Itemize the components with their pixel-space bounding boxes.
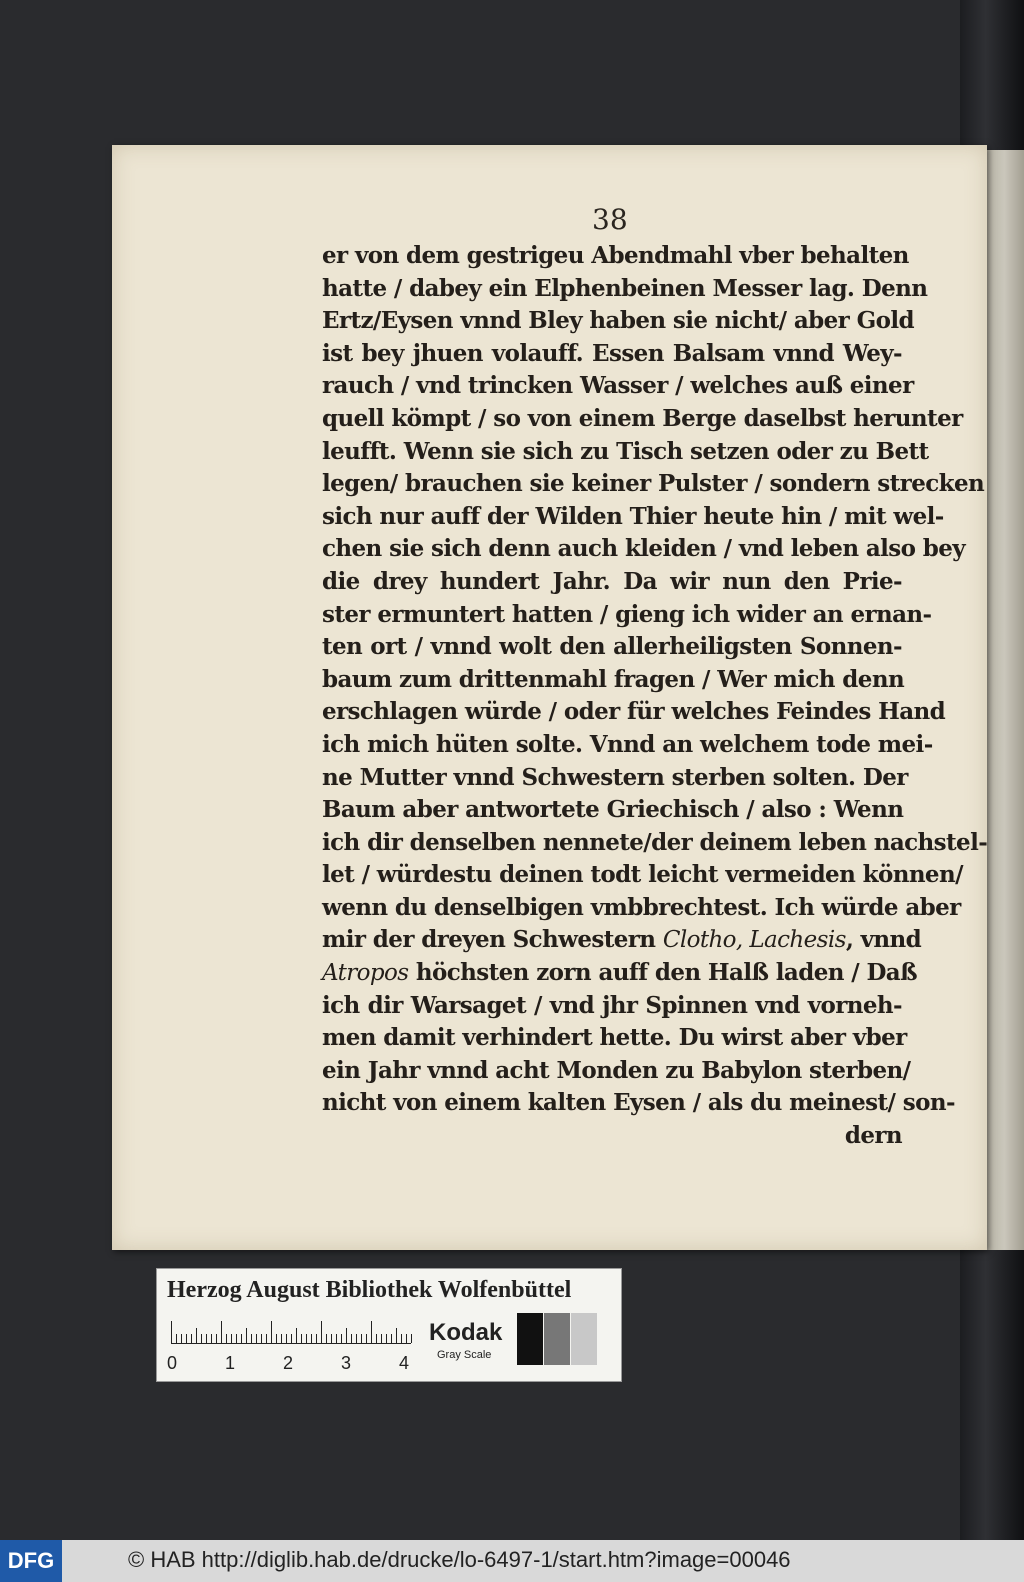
ruler-tick [291, 1334, 292, 1343]
ruler-tick [266, 1334, 267, 1343]
ruler-tick [271, 1321, 272, 1343]
ruler-tick [391, 1334, 392, 1343]
ruler-tick [326, 1334, 327, 1343]
ruler-tick [306, 1334, 307, 1343]
ruler-number: 2 [283, 1353, 294, 1373]
ruler-tick [276, 1334, 277, 1343]
ruler-number: 3 [341, 1353, 352, 1373]
text-segment: , vnnd [845, 926, 922, 954]
text-line: ich dir denselben nennete/der deinem leben nachstel- [322, 828, 988, 856]
text-line: die drey hundert Jahr. Da wir nun den Prie- [322, 567, 902, 595]
text-line [322, 957, 917, 990]
text-line: ich dir Warsaget / vnd jhr Spinnen vnd vorneh- [322, 991, 902, 1019]
ruler-tick [281, 1334, 282, 1343]
text-line: wenn du denselbigen vmbbrechtest. Ich würde aber [322, 893, 961, 921]
ruler-tick [316, 1334, 317, 1343]
ruler-tick [301, 1334, 302, 1343]
text-line [322, 924, 922, 957]
ruler-tick [381, 1334, 382, 1343]
ruler-numbers [165, 1353, 425, 1375]
text-line: let / würdestu deinen todt leicht vermeiden können/ [322, 861, 963, 889]
ruler-tick [201, 1334, 202, 1343]
ruler-tick [386, 1334, 387, 1343]
ruler-tick [331, 1334, 332, 1343]
ruler-tick [211, 1334, 212, 1343]
text-line: baum zum drittenmahl fragen / Wer mich denn [322, 665, 905, 693]
text-segment: mir der dreyen Schwestern [322, 926, 663, 954]
ruler-number: 1 [225, 1353, 236, 1373]
text-line: sich nur auff der Wilden Thier heute hin / mit wel- [322, 502, 944, 530]
text-line: Ertz/Eysen vnnd Bley haben sie nicht/ aber Gold [322, 307, 914, 335]
ruler-tick [406, 1334, 407, 1343]
ruler-tick [226, 1334, 227, 1343]
ruler-tick [251, 1334, 252, 1343]
ruler-tick [396, 1328, 397, 1343]
ruler-tick [401, 1334, 402, 1343]
ruler-number: 4 [399, 1353, 410, 1373]
ruler-tick [181, 1334, 182, 1343]
ruler-tick [256, 1334, 257, 1343]
ruler-tick [231, 1334, 232, 1343]
text-line: legen/ brauchen sie keiner Pulster / sondern strecken [322, 470, 985, 498]
ruler-tick [376, 1334, 377, 1343]
page-number: 38 [592, 203, 628, 236]
ruler-tick [286, 1334, 287, 1343]
ruler-tick [216, 1334, 217, 1343]
text-line: quell kömpt / so von einem Berge daselbst herunter [322, 404, 963, 432]
ruler-tick [321, 1321, 322, 1343]
ruler-tick [236, 1334, 237, 1343]
gray-swatch [517, 1313, 543, 1365]
gray-scale-label: Gray Scale [437, 1349, 492, 1361]
text-line: dern [844, 1122, 902, 1150]
ruler-tick [246, 1328, 247, 1343]
dfg-logo[interactable]: DFG [0, 1540, 62, 1582]
italic-names: Clotho, Lachesis [662, 927, 846, 954]
text-line: ster ermuntert hatten / gieng ich wider an ernan- [322, 600, 932, 628]
library-name: Herzog August Bibliothek Wolfenbüttel [167, 1277, 572, 1303]
text-line: ne Mutter vnnd Schwestern sterben solten. Der [322, 763, 908, 791]
ruler-tick [336, 1334, 337, 1343]
text-line: ich mich hüten solte. Vnnd an welchem tode mei- [322, 730, 933, 758]
italic-names: Atropos [322, 960, 409, 987]
text-line: Baum aber antwortete Griechisch / also : Wenn [322, 796, 904, 824]
ruler-tick [311, 1334, 312, 1343]
ruler-tick [186, 1334, 187, 1343]
ruler-tick [196, 1328, 197, 1343]
gray-swatch [571, 1313, 597, 1365]
ruler-tick [366, 1334, 367, 1343]
ruler-tick [176, 1334, 177, 1343]
page-text [322, 240, 988, 1153]
text-line: men damit verhindert hette. Du wirst aber vber [322, 1024, 907, 1052]
text-line: chen sie sich denn auch kleiden / vnd leben also bey [322, 535, 966, 563]
text-line: nicht von einem kalten Eysen / als du meinest/ son- [322, 1089, 955, 1117]
ruler-tick [371, 1321, 372, 1343]
next-page-edge [985, 150, 1024, 1250]
ruler-tick [341, 1334, 342, 1343]
kodak-logo: Kodak [429, 1319, 503, 1346]
ruler-tick [346, 1328, 347, 1343]
ruler-tick [261, 1334, 262, 1343]
footer-bar [0, 1540, 1024, 1582]
ruler-tick [351, 1334, 352, 1343]
copyright-link[interactable]: © HAB http://diglib.hab.de/drucke/lo-6497-1/start.htm?image=00046 [128, 1547, 791, 1572]
text-line: rauch / vnd trincken Wasser / welches auß einer [322, 372, 914, 400]
text-line: ten ort / vnnd wolt den allerheiligsten Sonnen- [322, 633, 902, 661]
ruler [171, 1321, 411, 1344]
book-page [112, 145, 987, 1250]
ruler-tick [241, 1334, 242, 1343]
text-line: ein Jahr vnnd acht Monden zu Babylon sterben/ [322, 1056, 911, 1084]
text-line: ist bey jhuen volauff. Essen Balsam vnnd Wey- [322, 339, 902, 367]
ruler-tick [191, 1334, 192, 1343]
ruler-tick [296, 1328, 297, 1343]
text-line: hatte / dabey ein Elphenbeinen Messer lag. Denn [322, 274, 928, 302]
ruler-tick [221, 1321, 222, 1343]
ruler-tick [361, 1334, 362, 1343]
ruler-tick [171, 1321, 172, 1343]
text-segment: höchsten zorn auff den Halß laden / Daß [408, 959, 917, 987]
text-line: erschlagen würde / oder für welches Feindes Hand [322, 698, 946, 726]
color-scale-card [156, 1268, 622, 1382]
gray-swatch [544, 1313, 570, 1365]
ruler-tick [206, 1334, 207, 1343]
ruler-tick [356, 1334, 357, 1343]
text-line: er von dem gestrigeu Abendmahl vber behalten [322, 242, 909, 269]
text-line: leufft. Wenn sie sich zu Tisch setzen oder zu Bett [322, 437, 929, 465]
ruler-number: 0 [167, 1353, 178, 1373]
ruler-tick [411, 1334, 412, 1343]
